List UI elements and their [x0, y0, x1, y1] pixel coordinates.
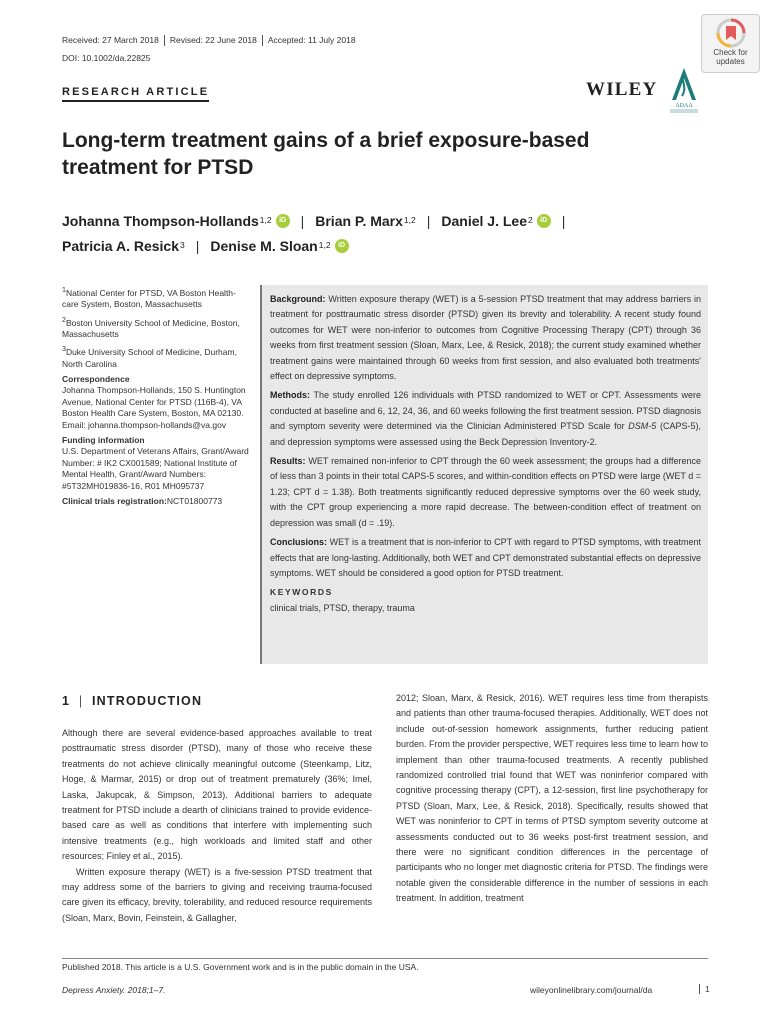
methods-italic: DSM-5 — [628, 421, 657, 432]
section-separator: | — [78, 694, 84, 708]
affiliation-item — [62, 285, 252, 311]
affiliation-number: 2 — [62, 315, 66, 324]
intro-paragraph-continued: 2012; Sloan, Marx, & Resick, 2016). WET requires less time from therapists and patients than other trauma-focused therapies. Additionally, WET does not include out-of-session homework assignments, further reducing patient burden. From the provider perspective, WET requires less time to learn how to implement than other trauma-focused treatments. A recently published randomized controlled trial found that WET was noninferior compared with cognitive processing therapy (CPT), a 12-session, first line psychotherapy for PTSD (Sloan, Marx, Lee, & Resick, 2018). Specifically, results showed that WET was noninferior to CPT in terms of PTSD symptom severity outcome at assessments conducted out to 36 weeks post-first treatment session, and there were no significant condition differences in the percentage of participants who no longer met diagnostic criteria for PTSD. The findings were notable given the considerable difference in the number of sessions in each treatment. In addition, treatment — [396, 693, 708, 904]
author-row-1 — [62, 213, 576, 229]
results-text: WET remained non-inferior to CPT through the 60 week assessment; the groups had a difference of less than 3 points in their total CAPS-5 scores, and within-condition effects on PTSD were large (WET d = 1.23; CPT d = 1.38). Both treatments significantly reduced depressive symptoms over the 60 week study, with the CPT group experiencing a more rapid decrease. The between-condition effect of treatment on depression was small (d = .19). — [270, 456, 701, 528]
orcid-icon[interactable]: iD — [537, 214, 551, 228]
keywords-heading: KEYWORDS — [270, 587, 333, 598]
section-number: 1 — [62, 694, 71, 708]
author-separator: | — [300, 213, 305, 229]
author-name[interactable]: Brian P. Marx — [315, 213, 403, 229]
article-type: RESEARCH ARTICLE — [62, 86, 209, 102]
author-affiliation: 3 — [180, 240, 185, 250]
affiliation-text: Duke University School of Medicine, Durham, North Carolina — [62, 347, 237, 369]
page-number: 1 — [699, 984, 710, 994]
section-title: INTRODUCTION — [91, 694, 203, 708]
funding-text: U.S. Department of Veterans Affairs, Grant/Award Number: # IK2 CX001589; National Institute of Mental Health, Grant/Award Numbers: #5T32MH019836-16, R01 MH095737 — [62, 446, 249, 491]
trials-registration — [62, 496, 252, 507]
journal-citation: Depress Anxiety. 2018;1–7. — [62, 985, 166, 995]
author-affiliation: 1,2 — [259, 215, 272, 225]
orcid-icon[interactable]: iD — [335, 239, 349, 253]
article-history — [62, 35, 361, 46]
bookmark-icon — [716, 18, 746, 48]
affiliation-item — [62, 344, 252, 370]
footer-divider — [62, 958, 708, 959]
methods-text-cont: (CAPS-5), and depression symptoms were assessed using the Beck Depression Inventory-2. — [270, 421, 701, 447]
received-date: Received: 27 March 2018 — [62, 35, 159, 45]
abstract-results — [270, 454, 701, 531]
author-name[interactable]: Johanna Thompson-Hollands — [62, 213, 259, 229]
revised-date: Revised: 22 June 2018 — [164, 35, 262, 46]
author-row-2 — [62, 238, 349, 254]
svg-text:ADAA: ADAA — [675, 103, 693, 109]
correspondence-heading: Correspondence — [62, 373, 130, 384]
methods-label: Methods: — [270, 390, 310, 401]
body-column-left — [62, 726, 372, 926]
affiliation-number: 3 — [62, 345, 66, 354]
abstract-methods — [270, 388, 701, 450]
article-title: Long-term treatment gains of a brief exposure-based treatment for PTSD — [62, 129, 590, 179]
methods-text: The study enrolled 126 individuals with PTSD randomized to WET or CPT. Assessments were conducted at baseline and 6, 12, 24, 36, and 60 weeks following the first treatment session. PTSD diagnosis and symptom severity were determined via the Clinician Administered PTSD Scale for — [270, 390, 702, 432]
keywords-list: clinical trials, PTSD, therapy, trauma — [270, 602, 415, 613]
trials-label: Clinical trials registration: — [62, 495, 167, 506]
author-affiliation: 1,2 — [403, 215, 416, 225]
copyright-note: Published 2018. This article is a U.S. Government work and is in the public domain in the USA. — [62, 962, 419, 972]
author-affiliation: 2 — [527, 215, 533, 225]
abstract-box — [260, 285, 708, 664]
author-separator: | — [561, 213, 566, 229]
abstract-conclusions — [270, 535, 701, 581]
affiliations-column — [62, 285, 252, 511]
trials-value: NCT01800773 — [166, 495, 223, 506]
affiliation-text: National Center for PTSD, VA Boston Health-care System, Boston, Massachusetts — [62, 287, 236, 310]
check-for-updates-label: Check for updates — [713, 48, 748, 66]
abstract-background — [270, 292, 701, 384]
results-label: Results: — [270, 456, 306, 467]
intro-paragraph-2: Written exposure therapy (WET) is a five-session PTSD treatment that may address some of the barriers to giving and receiving trauma-focused care given its efficacy, brevity, tolerability, and reduced resource requirements (Sloan, Marx, Bovin, Feinstein, & Gallagher, — [62, 866, 372, 923]
conclusions-label: Conclusions: — [270, 537, 328, 548]
author-affiliation: 1,2 — [318, 240, 331, 250]
background-text: Written exposure therapy (WET) is a 5-session PTSD treatment that may address barriers in treatment for posttraumatic stress disorder (PTSD) given its brevity and tolerability. A recent study found outcomes for WET were non-inferior to outcomes from Cognitive Processing Therapy (CPT) through 36 weeks from first treatment session (Sloan, Marx, Lee, & Resick, 2018); the current study examined whether treatment gains were maintained through 60 weeks from first session, and also evaluated both treatments' effect on depressive symptoms. — [270, 294, 701, 382]
check-for-updates-button[interactable] — [701, 14, 760, 73]
intro-paragraph-1: Although there are several evidence-based approaches available to treat posttraumatic stress disorder (PTSD), many of those who receive these treatments do not achieve clinically meaningful outcome (Steenkamp, Litz, Hoge, & Marmar, 2015) or drop out of treatment prematurely (36%; Imel, Laska, Jakupcak, & Simpson, 2013). Additional barriers to adequate treatment for PTSD include a dearth of clinicians trained to provide evidence-based care as well as conditions that interfere with implementing such intensive treatments (e.g., high workloads and limited staff and other resources; Finley et al., 2015). — [62, 728, 372, 862]
affiliation-item — [62, 315, 252, 341]
accepted-date: Accepted: 11 July 2018 — [262, 35, 361, 46]
author-name[interactable]: Denise M. Sloan — [210, 238, 318, 254]
section-heading — [62, 694, 202, 708]
conclusions-text: WET is a treatment that is non-inferior to CPT with regard to PTSD symptoms, with treatment effects that are long-lasting. Additionally, both WET and CPT demonstrated substantial effects on depressive symptoms. WET should be considered a good option for PTSD treatment. — [270, 537, 701, 578]
author-separator: | — [426, 213, 431, 229]
author-name[interactable]: Daniel J. Lee — [441, 213, 527, 229]
affiliation-number: 1 — [62, 286, 66, 294]
background-label: Background: — [270, 294, 326, 304]
correspondence-text: Johanna Thompson-Hollands, 150 S. Huntington Avenue, National Center for PTSD (116B-4), VA Boston Health Care System, Boston, MA 02130. Email: johanna.thompson-hollands@va.gov — [62, 385, 246, 430]
orcid-icon[interactable]: iD — [276, 214, 290, 228]
journal-url[interactable]: wileyonlinelibrary.com/journal/da — [530, 985, 653, 995]
author-separator: | — [195, 238, 200, 254]
body-column-right — [396, 691, 708, 907]
doi[interactable]: DOI: 10.1002/da.22825 — [62, 53, 151, 63]
publisher-logo: WILEY — [586, 79, 658, 100]
funding-heading: Funding information — [62, 434, 145, 445]
adaa-logo — [664, 66, 704, 116]
affiliation-text: Boston University School of Medicine, Boston, Massachusetts — [62, 317, 240, 339]
author-name[interactable]: Patricia A. Resick — [62, 238, 179, 254]
